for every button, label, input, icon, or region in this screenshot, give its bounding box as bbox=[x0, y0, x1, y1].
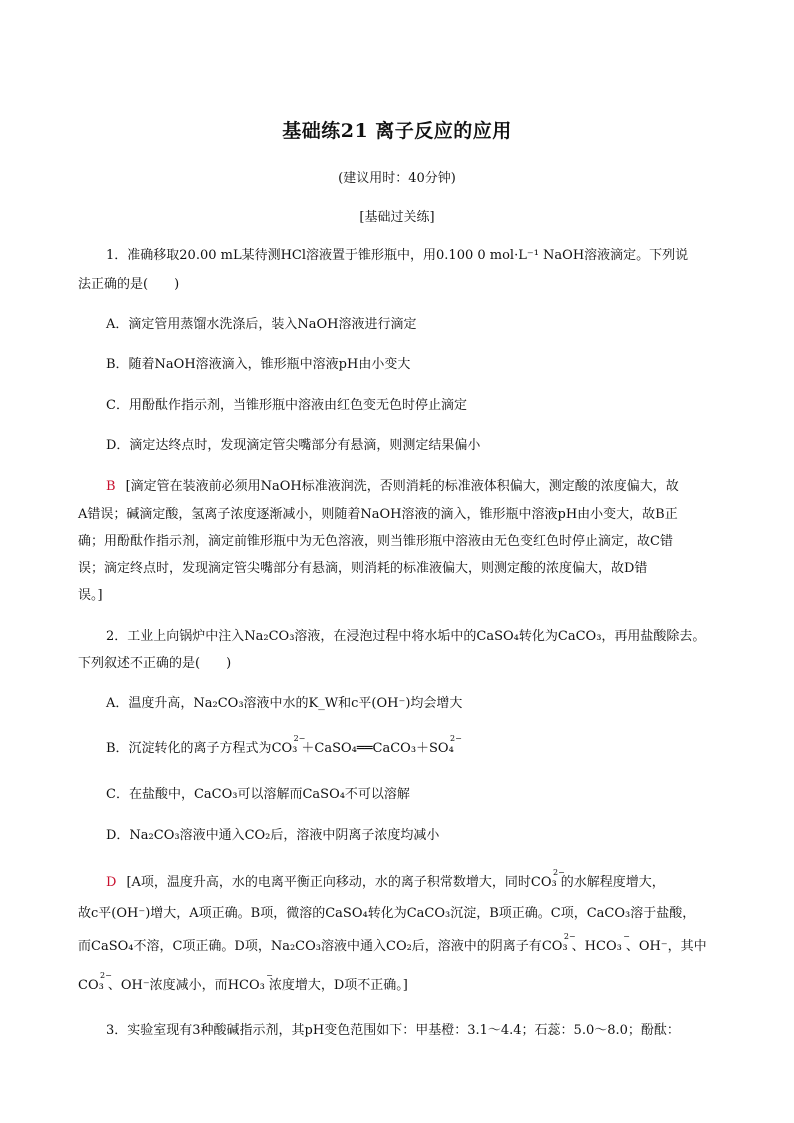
sulfate-ion bbox=[429, 734, 462, 758]
carbonate-ion bbox=[271, 734, 306, 758]
q1-option-d: D．滴定达终点时，发现滴定管尖嘴部分有悬滴，则测定结果偏小 bbox=[106, 438, 481, 453]
sulfate-ion-charge: 2− bbox=[450, 734, 462, 743]
q1-option-c: C．用酚酞作指示剂，当锥形瓶中溶液由红色变无色时停止滴定 bbox=[106, 398, 467, 413]
q2-explanation-text1a: [A项，温度升高，水的电离平衡正向移动，水的离子积常数增大，同时 bbox=[126, 875, 531, 890]
bicarbonate-ion bbox=[227, 971, 273, 995]
carbonate-ion bbox=[78, 971, 112, 995]
suggested-time: (建议用时：40分钟) bbox=[338, 171, 456, 186]
carbonate-ion-formula: CO₃ bbox=[78, 978, 104, 993]
q2-explanation-text3a: 而CaSO₄不溶，C项正确。D项，Na₂CO₃溶液中通入CO₂后，溶液中的阴离子有 bbox=[78, 939, 542, 954]
bicarbonate-ion-formula: HCO₃ bbox=[584, 939, 622, 954]
carbonate-ion-charge: 2− bbox=[100, 971, 112, 980]
q1-explanation-line2: A错误；碱滴定酸，氢离子浓度逐渐减小，则随着NaOH溶液的滴入，锥形瓶中溶液pH由小变大，故B正 bbox=[78, 507, 678, 522]
q2-explanation-line2: 故c平(OH⁻)增大，A项正确。B项，微溶的CaSO₄转化为CaCO₃沉淀，B项正确。C项，CaCO₃溶于盐酸， bbox=[78, 906, 696, 921]
carbonate-ion bbox=[541, 932, 576, 956]
carbonate-ion-charge: 2− bbox=[293, 734, 306, 743]
q2-option-d: D．Na₂CO₃溶液中通入CO₂后，溶液中阴离子浓度均减小 bbox=[106, 828, 440, 843]
q1-option-a: A．滴定管用蒸馏水洗涤后，装入NaOH溶液进行滴定 bbox=[106, 317, 417, 332]
carbonate-ion bbox=[530, 868, 565, 892]
carbonate-ion-formula: CO₃ bbox=[541, 939, 568, 954]
q2-option-c: C．在盐酸中，CaCO₃可以溶解而CaSO₄不可以溶解 bbox=[106, 787, 410, 802]
bicarbonate-ion-formula: HCO₃ bbox=[227, 978, 265, 993]
q2-option-b bbox=[106, 734, 746, 758]
section-heading: [基础过关练] bbox=[359, 210, 435, 225]
q1-explanation-text1: [滴定管在装液前必须用NaOH标准液润洗，否则消耗的标准液体积偏大，测定酸的浓度偏大，故 bbox=[125, 479, 679, 494]
q2-explanation-text4b: 浓度增大，D项不正确。] bbox=[268, 978, 408, 993]
sulfate-ion-formula: SO₄ bbox=[429, 741, 454, 756]
q1-stem-line2: 法正确的是( ) bbox=[78, 277, 180, 292]
q1-answer: B bbox=[106, 479, 116, 494]
q2-option-a: A．温度升高，Na₂CO₃溶液中水的K_W和c平(OH⁻)均会增大 bbox=[106, 696, 463, 711]
q2-option-b-prefix: B．沉淀转化的离子方程式为 bbox=[106, 741, 272, 756]
carbonate-ion-charge: 2− bbox=[552, 868, 565, 877]
bicarbonate-ion-charge: − bbox=[266, 971, 273, 980]
carbonate-ion-formula: CO₃ bbox=[530, 875, 557, 890]
q2-explanation-text4a: 、OH⁻浓度减小，而 bbox=[107, 978, 228, 993]
q2-option-b-middle: ＋CaSO₄══CaCO₃＋ bbox=[301, 741, 430, 756]
q1-explanation-line4: 误；滴定终点时，发现滴定管尖嘴部分有悬滴，则消耗的标准液偏大，则测定酸的浓度偏大，故D错 bbox=[78, 561, 648, 576]
carbonate-ion-charge: 2− bbox=[563, 932, 576, 941]
q2-answer: D bbox=[106, 875, 117, 890]
q1-stem-line1: 1．准确移取20.00 mL某待测HCl溶液置于锥形瓶中，用0.100 0 mol·L⁻¹ NaOH溶液滴定。下列说 bbox=[106, 248, 689, 263]
q2-explanation-line3 bbox=[78, 932, 718, 956]
page-title: 基础练21 离子反应的应用 bbox=[282, 120, 512, 142]
q1-explanation-line5: 误。] bbox=[78, 588, 103, 603]
q1-explanation-line3: 确；用酚酞作指示剂，滴定前锥形瓶中为无色溶液，则当锥形瓶中溶液由无色变红色时停止滴定，故C错 bbox=[78, 534, 673, 549]
q3-stem-line1: 3．实验室现有3种酸碱指示剂，其pH变色范围如下：甲基橙：3.1～4.4；石蕊：5.0～8.0；酚酞： bbox=[106, 1023, 680, 1038]
q2-explanation-separator: 、 bbox=[571, 939, 585, 954]
q2-stem-line2: 下列叙述不正确的是( ) bbox=[78, 656, 232, 671]
q2-explanation-line4 bbox=[78, 971, 718, 995]
q2-explanation-text3b: 、OH⁻，其中 bbox=[625, 939, 707, 954]
q2-explanation-line1 bbox=[106, 868, 746, 892]
q1-explanation-line1 bbox=[106, 478, 746, 496]
bicarbonate-ion-charge: − bbox=[623, 932, 630, 941]
bicarbonate-ion bbox=[584, 932, 630, 956]
q2-explanation-text1b: 的水解程度增大， bbox=[560, 875, 665, 890]
carbonate-ion-formula: CO₃ bbox=[271, 741, 298, 756]
q1-option-b: B．随着NaOH溶液滴入，锥形瓶中溶液pH由小变大 bbox=[106, 357, 411, 372]
q2-stem-line1: 2．工业上向锅炉中注入Na₂CO₃溶液，在浸泡过程中将水垢中的CaSO₄转化为CaCO₃，再用盐酸除去。 bbox=[106, 629, 706, 644]
